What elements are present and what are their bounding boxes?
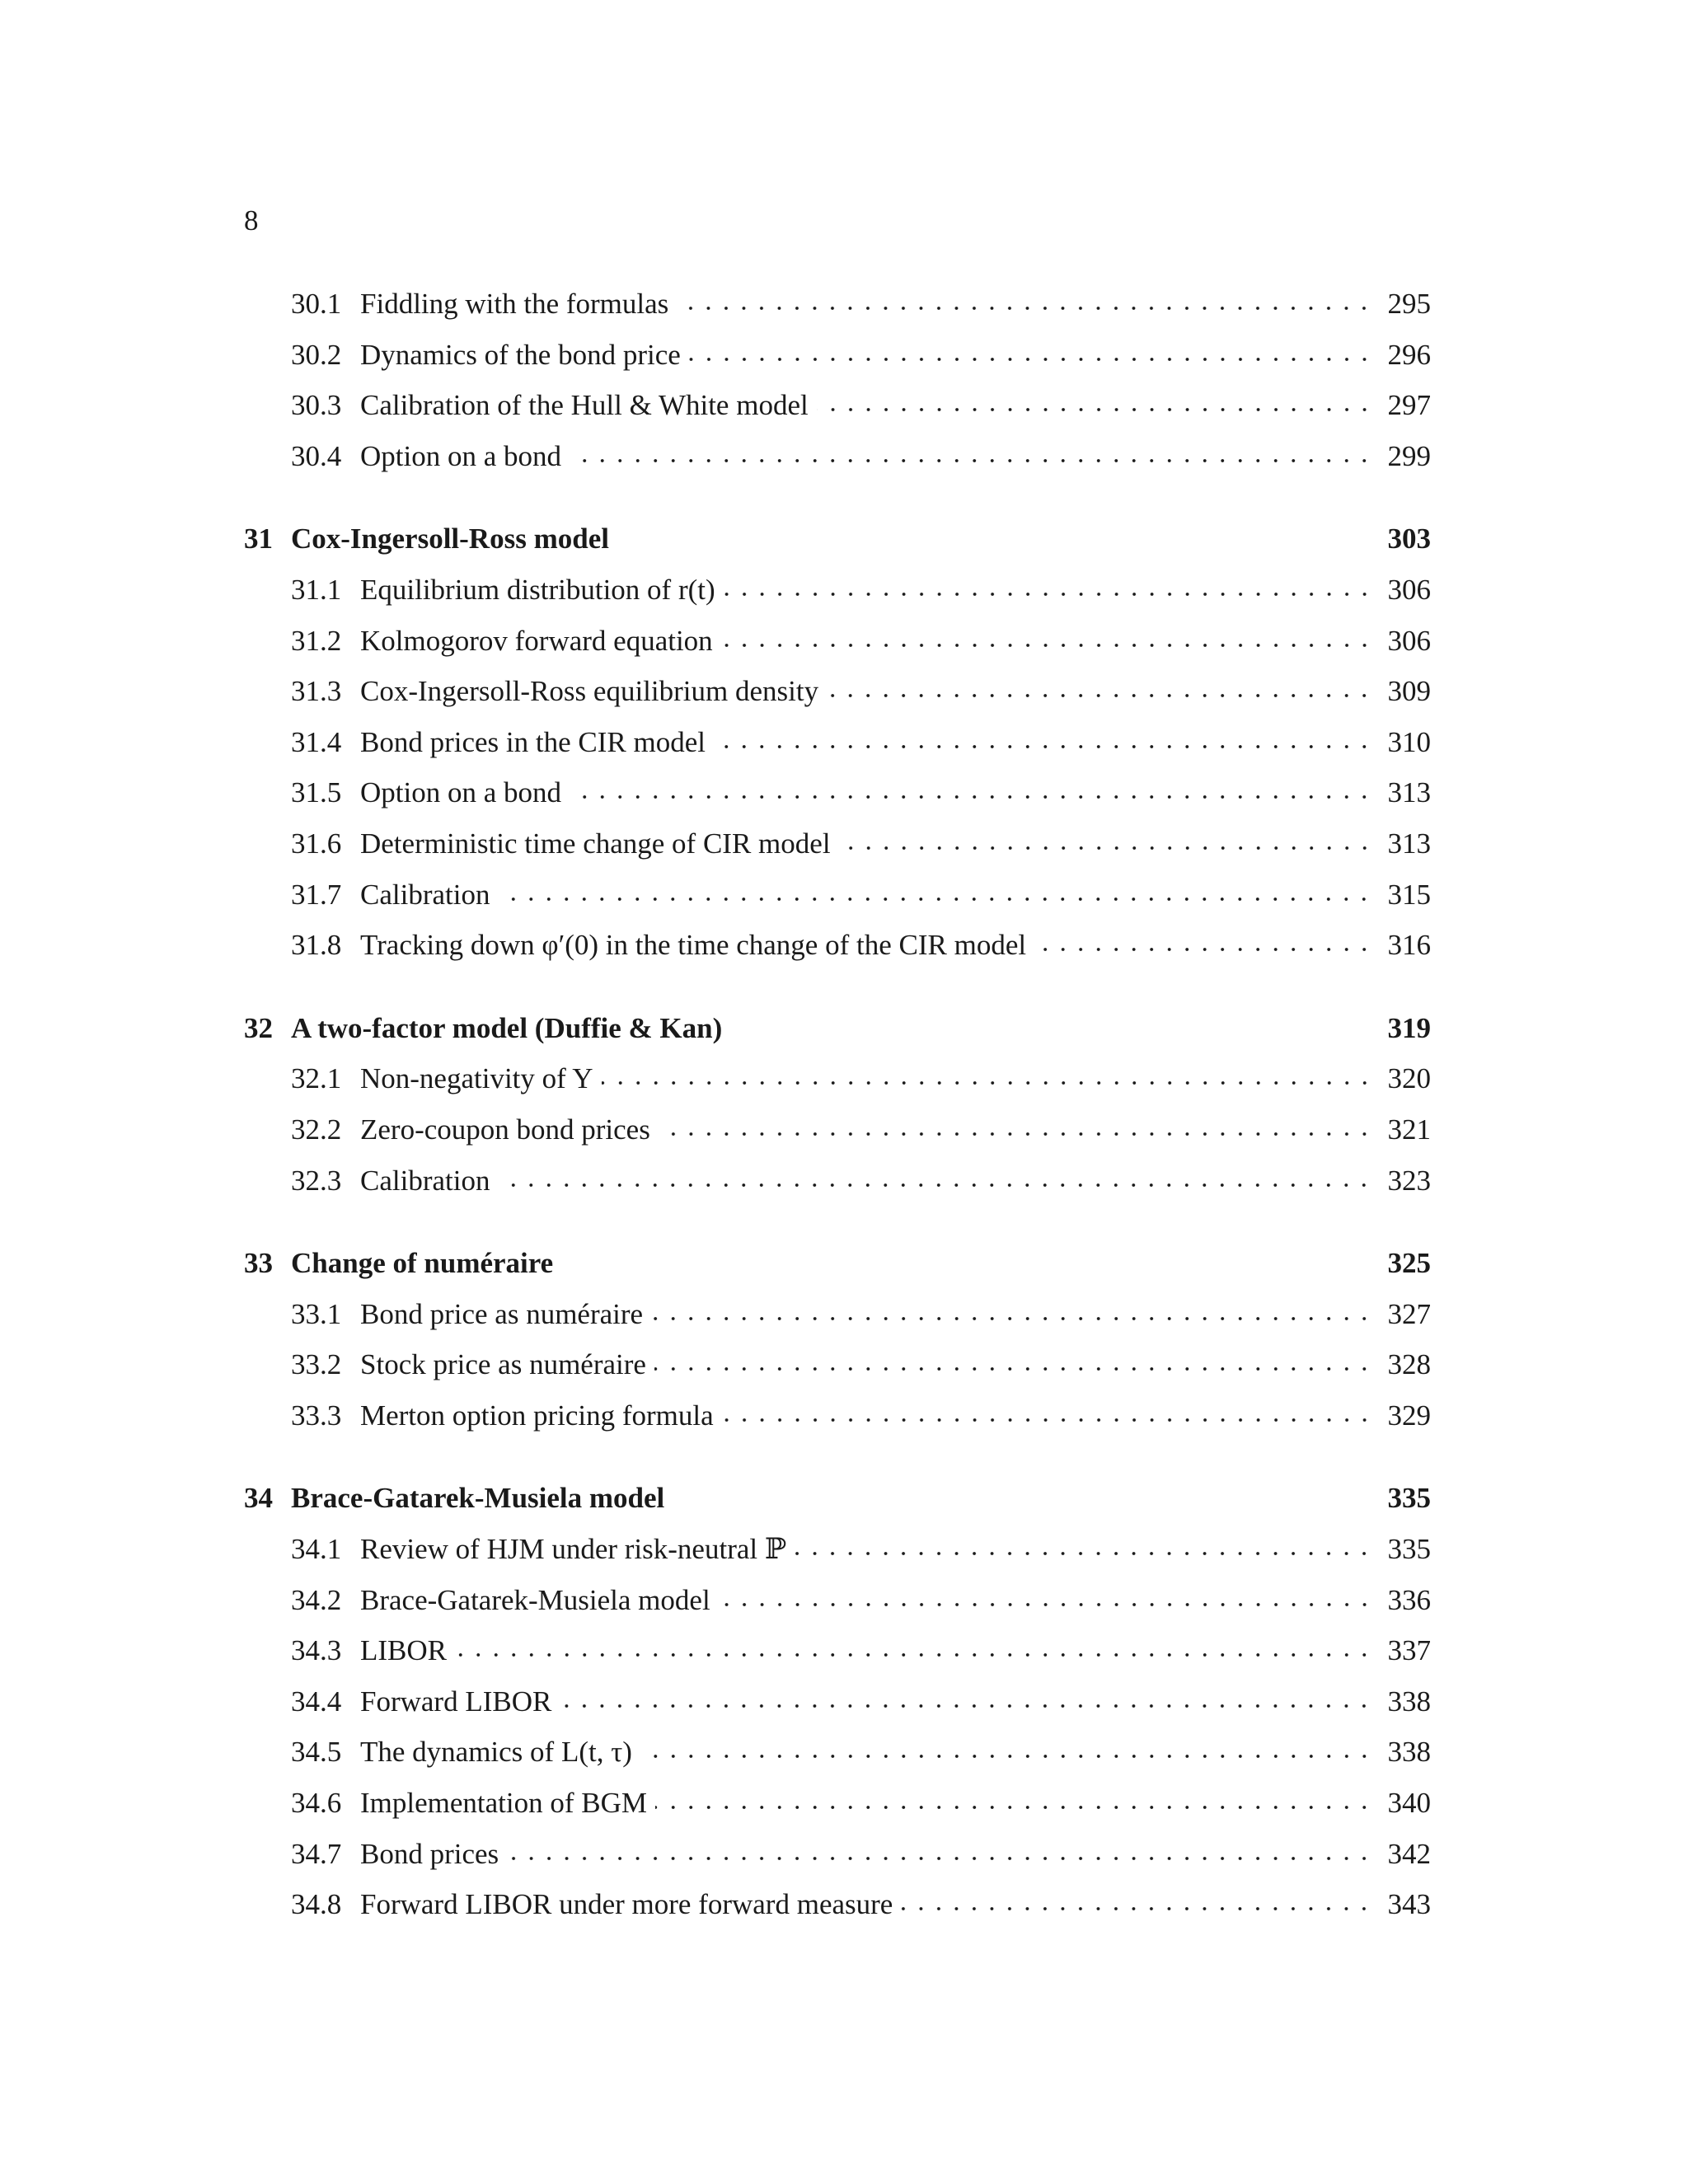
toc-chapter-row[interactable] — [244, 1003, 1431, 1054]
toc-section-row[interactable] — [244, 616, 1431, 667]
section-number: 31.5 — [291, 776, 342, 809]
section-number: 30.4 — [291, 439, 342, 472]
section-title: Tracking down φ′(0) in the time change of the CIR model — [360, 929, 1027, 962]
section-title: Deterministic time change of CIR model — [360, 827, 831, 860]
toc-section-row[interactable] — [244, 431, 1431, 482]
section-page-number: 336 — [1387, 1583, 1431, 1616]
dot-leader — [677, 304, 1373, 312]
section-page-number: 310 — [1387, 725, 1431, 758]
section-title: Cox-Ingersoll-Ross equilibrium density — [360, 675, 819, 708]
section-page-number: 306 — [1387, 573, 1431, 606]
section-number: 32.3 — [291, 1164, 342, 1197]
section-page-number: 323 — [1387, 1164, 1431, 1197]
dot-leader — [651, 1315, 1373, 1323]
table-of-contents — [244, 279, 1431, 1930]
dot-leader — [795, 1549, 1373, 1558]
toc-section-row[interactable] — [244, 330, 1431, 381]
section-number: 31.6 — [291, 827, 342, 860]
toc-section-row[interactable] — [244, 920, 1431, 971]
chapter-title: Brace-Gatarek-Musiela model — [291, 1482, 665, 1515]
section-title: Calibration of the Hull & White model — [360, 389, 809, 422]
dot-leader — [560, 1702, 1373, 1710]
section-page-number: 340 — [1387, 1787, 1431, 1820]
toc-section-row[interactable] — [244, 1778, 1431, 1829]
section-title: LIBOR — [360, 1634, 447, 1667]
section-number: 32.1 — [291, 1062, 342, 1095]
section-page-number: 313 — [1387, 827, 1431, 860]
toc-section-row[interactable] — [244, 1575, 1431, 1626]
dot-leader — [498, 1181, 1373, 1189]
section-page-number: 338 — [1387, 1736, 1431, 1769]
dot-leader — [654, 1365, 1373, 1373]
dot-leader — [507, 1854, 1373, 1863]
section-title: Implementation of BGM — [360, 1787, 648, 1820]
dot-leader — [827, 691, 1373, 700]
chapter-title: A two-factor model (Duffie & Kan) — [291, 1011, 723, 1044]
section-number: 31.7 — [291, 878, 342, 911]
dot-leader — [839, 844, 1373, 852]
section-page-number: 295 — [1387, 288, 1431, 320]
chapter-page-number: 319 — [1387, 1011, 1431, 1044]
toc-section-row[interactable] — [244, 1155, 1431, 1207]
section-title: Dynamics of the bond price — [360, 338, 681, 371]
chapter-page-number: 325 — [1387, 1247, 1431, 1280]
chapter-page-number: 335 — [1387, 1482, 1431, 1515]
section-title: Fiddling with the formulas — [360, 288, 669, 320]
section-number: 31.2 — [291, 624, 342, 657]
chapter-title: Cox-Ingersoll-Ross model — [291, 523, 609, 555]
toc-section-row[interactable] — [244, 818, 1431, 869]
section-title: Zero-coupon bond prices — [360, 1113, 650, 1146]
section-number: 31.1 — [291, 573, 342, 606]
section-title: Option on a bond — [360, 776, 562, 809]
toc-chapter-row[interactable] — [244, 1473, 1431, 1524]
dot-leader — [722, 1416, 1373, 1424]
section-title: Calibration — [360, 1164, 490, 1197]
section-page-number: 315 — [1387, 878, 1431, 911]
dot-leader — [689, 355, 1373, 363]
section-title: The dynamics of L(t, τ) — [360, 1736, 632, 1769]
section-number: 32.2 — [291, 1113, 342, 1146]
section-title: Option on a bond — [360, 439, 562, 472]
toc-section-row[interactable] — [244, 717, 1431, 768]
section-number: 33.3 — [291, 1399, 342, 1432]
section-number: 34.2 — [291, 1583, 342, 1616]
toc-section-row[interactable] — [244, 1524, 1431, 1575]
section-number: 30.2 — [291, 338, 342, 371]
toc-section-row[interactable] — [244, 279, 1431, 330]
section-number: 31.3 — [291, 675, 342, 708]
toc-section-row[interactable] — [244, 1104, 1431, 1155]
section-number: 34.1 — [291, 1533, 342, 1566]
dot-leader — [721, 641, 1373, 649]
section-title: Bond price as numéraire — [360, 1297, 644, 1330]
toc-section-row[interactable] — [244, 1676, 1431, 1727]
section-title: Review of HJM under risk-neutral ℙ — [360, 1533, 787, 1566]
section-number: 34.3 — [291, 1634, 342, 1667]
section-title: Stock price as numéraire — [360, 1348, 646, 1381]
toc-section-row[interactable] — [244, 1390, 1431, 1441]
toc-section-row[interactable] — [244, 1727, 1431, 1778]
dot-leader — [602, 1079, 1373, 1087]
section-title: Forward LIBOR — [360, 1685, 552, 1718]
dot-leader — [1034, 945, 1373, 954]
toc-section-row[interactable] — [244, 565, 1431, 616]
chapter-number: 33 — [244, 1247, 273, 1280]
section-page-number: 335 — [1387, 1533, 1431, 1566]
toc-section-row[interactable] — [244, 1879, 1431, 1930]
dot-leader — [498, 895, 1373, 903]
section-page-number: 337 — [1387, 1634, 1431, 1667]
toc-chapter-row[interactable] — [244, 513, 1431, 565]
dot-leader — [714, 743, 1373, 751]
section-page-number: 329 — [1387, 1399, 1431, 1432]
section-title: Equilibrium distribution of r(t) — [360, 573, 715, 606]
toc-section-row[interactable] — [244, 1339, 1431, 1390]
toc-section-row[interactable] — [244, 1625, 1431, 1676]
section-number: 34.8 — [291, 1888, 342, 1921]
section-title: Forward LIBOR under more forward measure — [360, 1888, 893, 1921]
section-page-number: 313 — [1387, 776, 1431, 809]
toc-section-row[interactable] — [244, 1829, 1431, 1880]
toc-section-row[interactable] — [244, 1289, 1431, 1340]
dot-leader — [817, 405, 1373, 414]
section-page-number: 342 — [1387, 1837, 1431, 1870]
dot-leader — [659, 1130, 1373, 1138]
chapter-number: 32 — [244, 1011, 273, 1044]
section-page-number: 316 — [1387, 929, 1431, 962]
section-number: 31.4 — [291, 725, 342, 758]
dot-leader — [901, 1905, 1373, 1913]
section-number: 34.5 — [291, 1736, 342, 1769]
section-number: 34.6 — [291, 1787, 342, 1820]
dot-leader — [455, 1651, 1373, 1659]
section-page-number: 320 — [1387, 1062, 1431, 1095]
chapter-page-number: 303 — [1387, 523, 1431, 555]
dot-leader — [570, 457, 1373, 465]
chapter-title: Change of numéraire — [291, 1247, 554, 1280]
section-page-number: 343 — [1387, 1888, 1431, 1921]
section-title: Brace-Gatarek-Musiela model — [360, 1583, 710, 1616]
section-page-number: 306 — [1387, 624, 1431, 657]
section-page-number: 309 — [1387, 675, 1431, 708]
section-page-number: 297 — [1387, 389, 1431, 422]
section-page-number: 299 — [1387, 439, 1431, 472]
section-number: 30.3 — [291, 389, 342, 422]
section-number: 34.4 — [291, 1685, 342, 1718]
section-page-number: 338 — [1387, 1685, 1431, 1718]
toc-section-row[interactable] — [244, 666, 1431, 717]
section-title: Merton option pricing formula — [360, 1399, 714, 1432]
section-number: 31.8 — [291, 929, 342, 962]
section-title: Kolmogorov forward equation — [360, 624, 713, 657]
section-number: 33.2 — [291, 1348, 342, 1381]
section-title: Calibration — [360, 878, 490, 911]
chapter-number: 31 — [244, 523, 273, 555]
dot-leader — [640, 1752, 1373, 1760]
toc-section-row[interactable] — [244, 869, 1431, 921]
chapter-number: 34 — [244, 1482, 273, 1515]
section-number: 33.1 — [291, 1297, 342, 1330]
section-page-number: 321 — [1387, 1113, 1431, 1146]
toc-section-row[interactable] — [244, 767, 1431, 818]
section-title: Non-negativity of Y — [360, 1062, 593, 1095]
section-page-number: 327 — [1387, 1297, 1431, 1330]
toc-chapter-row[interactable] — [244, 1238, 1431, 1289]
section-title: Bond prices — [360, 1837, 499, 1870]
toc-section-row[interactable] — [244, 1053, 1431, 1104]
dot-leader — [724, 590, 1373, 598]
toc-section-row[interactable] — [244, 380, 1431, 431]
section-page-number: 296 — [1387, 338, 1431, 371]
page-number: 8 — [244, 204, 259, 237]
dot-leader — [570, 793, 1373, 801]
dot-leader — [655, 1803, 1373, 1811]
section-page-number: 328 — [1387, 1348, 1431, 1381]
section-number: 30.1 — [291, 288, 342, 320]
section-number: 34.7 — [291, 1837, 342, 1870]
dot-leader — [719, 1601, 1373, 1609]
section-title: Bond prices in the CIR model — [360, 725, 706, 758]
